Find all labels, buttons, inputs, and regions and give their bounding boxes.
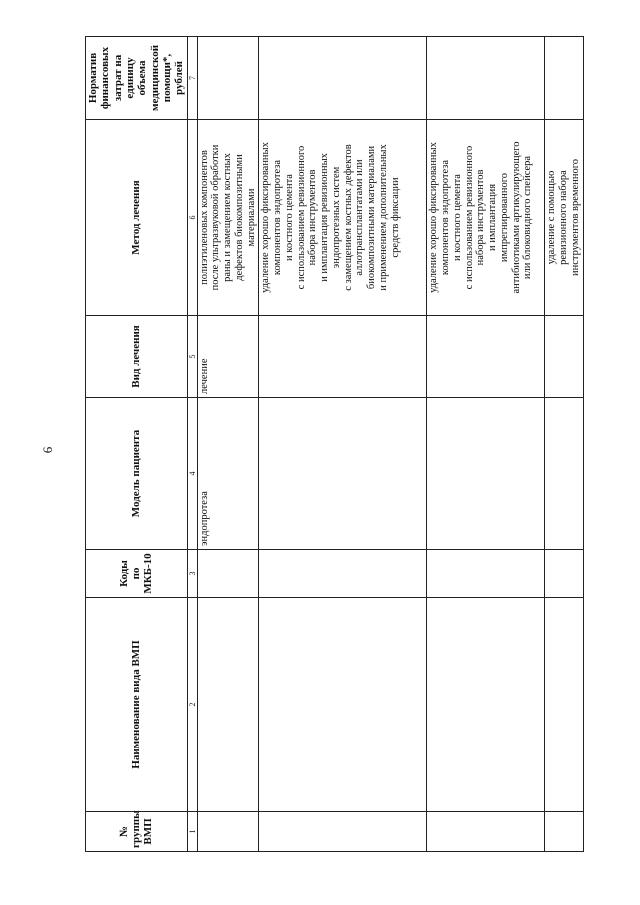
method-line: средств фиксации	[389, 177, 401, 258]
method-line: компонентов эндопротеза	[440, 159, 451, 276]
cell-method	[197, 120, 259, 316]
page-number: 6	[40, 446, 55, 454]
table-row	[427, 37, 545, 852]
cell-name	[427, 598, 545, 812]
header-treatment-type: Вид лечения	[86, 316, 188, 398]
header-icd-codes: Коды по МКБ-10	[86, 550, 188, 598]
cell-codes	[427, 550, 545, 598]
table-header-row	[86, 37, 188, 852]
method-line: удаление хорошо фиксированных	[260, 142, 272, 293]
cell-codes	[545, 550, 583, 598]
rotated-table-container	[85, 37, 581, 852]
header-vmp-name: Наименование вида ВМП	[86, 598, 188, 812]
column-number: 3	[187, 550, 197, 598]
vmp-table	[85, 36, 584, 852]
method-line: компонентов эндопротеза	[272, 159, 283, 276]
cell-method	[545, 120, 583, 316]
method-line: ревизионного набора	[558, 170, 569, 265]
method-line: дефектов биокомпозитными	[233, 154, 245, 281]
cell-patient-model	[545, 398, 583, 550]
cell-group	[197, 812, 259, 852]
method-line: или блоковидного спейсера	[522, 155, 534, 280]
method-line: раны и замещением костных	[222, 153, 233, 282]
column-number: 6	[187, 120, 197, 316]
header-group-number: № группы ВМП	[86, 812, 188, 852]
table-row	[197, 37, 259, 852]
cell-treatment-type	[427, 316, 545, 398]
cell-treatment-type: лечение	[197, 316, 259, 398]
method-line: набора инструментов	[475, 169, 487, 266]
table-row	[259, 37, 427, 852]
method-line: биокомпозитными материалами	[366, 145, 377, 290]
method-line: импрегнированного	[498, 172, 510, 263]
table-row	[545, 37, 583, 852]
method-line: и имплантация ревизионных	[319, 153, 330, 282]
method-line: с замещением костных дефектов	[342, 144, 354, 291]
method-line: набора инструментов	[307, 169, 319, 266]
column-number: 1	[187, 812, 197, 852]
cell-name	[545, 598, 583, 812]
method-line: с использованием ревизионного	[295, 145, 307, 290]
cell-name	[197, 598, 259, 812]
cell-name	[259, 598, 427, 812]
cell-codes	[197, 550, 259, 598]
cell-cost	[427, 37, 545, 120]
column-number: 2	[187, 598, 197, 812]
method-line: материалами	[245, 188, 257, 247]
cell-treatment-type	[259, 316, 427, 398]
cell-patient-model: эндопротеза	[197, 398, 259, 550]
method-line: удаление хорошо фиксированных	[428, 142, 440, 293]
method-line: эндопротезных систем	[330, 166, 342, 269]
method-line: и костного цемента	[451, 174, 463, 261]
method-line: антибиотиками артикулирующего	[510, 141, 522, 294]
cell-cost	[197, 37, 259, 120]
method-line: после ультразвуковой обработки	[210, 144, 222, 291]
cell-codes	[259, 550, 427, 598]
header-patient-model: Модель пациента	[86, 398, 188, 550]
cell-cost	[545, 37, 583, 120]
cell-treatment-type	[545, 316, 583, 398]
method-line: инструментов временного	[569, 159, 581, 277]
method-line: и имплантация	[487, 183, 498, 252]
column-number: 4	[187, 398, 197, 550]
cell-patient-model	[427, 398, 545, 550]
header-cost-norm: Норматив финансовых затрат на единицу объема медицинской помощи*, рублей	[86, 37, 188, 120]
cell-group	[427, 812, 545, 852]
cell-cost	[259, 37, 427, 120]
method-line: с использованием ревизионного	[463, 145, 475, 290]
column-number: 5	[187, 316, 197, 398]
cell-group	[259, 812, 427, 852]
cell-method	[427, 120, 545, 316]
cell-method	[259, 120, 427, 316]
column-number: 7	[187, 37, 197, 120]
method-line: и применением дополнительных	[377, 144, 389, 291]
method-line: удаление с помощью	[546, 170, 558, 265]
cell-patient-model	[259, 398, 427, 550]
column-number-row	[187, 37, 197, 852]
method-line: аллотрансплантатами или	[354, 159, 366, 276]
method-line: полиэтиленовых компонентов	[198, 150, 210, 285]
header-treatment-method: Метод лечения	[86, 120, 188, 316]
method-line: и костного цемента	[283, 174, 295, 261]
cell-group	[545, 812, 583, 852]
